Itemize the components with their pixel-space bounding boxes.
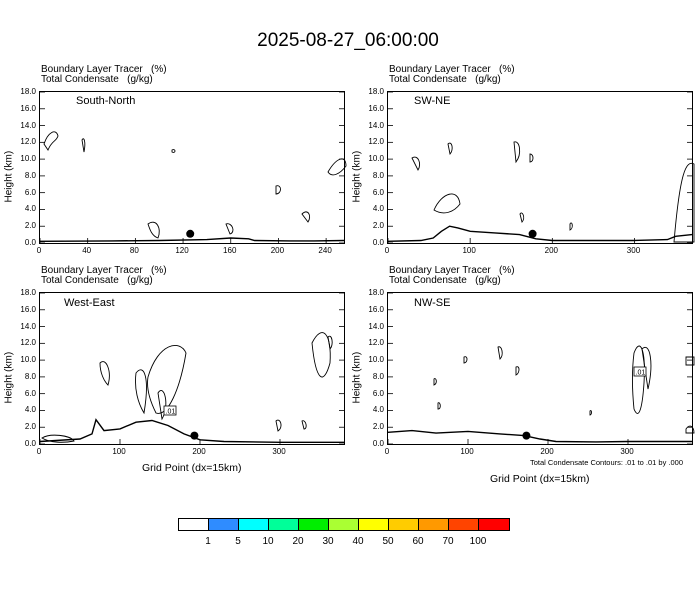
y-tick-label: 12.0 xyxy=(20,137,36,147)
terrain-line xyxy=(40,238,344,241)
y-tick-label: 14.0 xyxy=(20,120,36,130)
y-tick-label: 0.0 xyxy=(24,238,36,247)
panel-title-line2: Total Condensate (g/kg) xyxy=(41,275,153,286)
y-tick-label: 6.0 xyxy=(372,388,384,398)
condensate-contour xyxy=(82,139,85,152)
location-marker xyxy=(522,432,530,440)
y-tick-label: 8.0 xyxy=(372,371,384,381)
x-tick-label: 40 xyxy=(82,246,92,255)
x-tick-label: 200 xyxy=(192,447,206,456)
x-tick-label: 160 xyxy=(223,246,237,255)
condensate-contour xyxy=(514,142,520,162)
plot-svg xyxy=(388,293,694,446)
y-tick-label: 16.0 xyxy=(20,304,36,314)
condensate-contour xyxy=(438,403,440,409)
condensate-contour xyxy=(312,333,330,377)
x-tick-label: 0 xyxy=(384,246,390,255)
condensate-contour xyxy=(464,357,467,363)
plot-svg xyxy=(40,92,346,245)
color-bar-swatch xyxy=(269,519,299,530)
y-tick-label: 6.0 xyxy=(24,187,36,197)
y-tick-label: 12.0 xyxy=(20,338,36,348)
color-bar-label: 10 xyxy=(262,536,274,547)
condensate-contour xyxy=(172,150,175,153)
y-tick-label: 4.0 xyxy=(372,405,384,415)
y-tick-label: 0.0 xyxy=(372,439,384,448)
y-tick-label: 2.0 xyxy=(24,221,36,231)
condensate-contour xyxy=(412,157,420,170)
color-bar-swatch xyxy=(299,519,329,530)
y-tick-label: 2.0 xyxy=(24,422,36,432)
condensate-contour xyxy=(100,362,109,385)
x-tick-label: 120 xyxy=(175,246,189,255)
panel-title-line1: Boundary Layer Tracer (%) xyxy=(389,64,515,75)
location-marker xyxy=(186,230,194,238)
y-tick-label: 14.0 xyxy=(368,321,384,331)
y-tick-label: 18.0 xyxy=(20,87,36,96)
color-bar-swatch xyxy=(389,519,419,530)
terrain-line xyxy=(388,226,692,241)
color-bar-swatch xyxy=(239,519,269,530)
condensate-contour xyxy=(135,370,146,413)
condensate-contour xyxy=(530,154,533,162)
y-axis-label: Height (km) xyxy=(3,150,15,203)
plot-area xyxy=(39,91,345,244)
y-tick-label: 0.0 xyxy=(24,439,36,448)
condensate-contour xyxy=(590,411,592,415)
y-tick-label: 0.0 xyxy=(372,238,384,247)
condensate-contour xyxy=(686,357,694,365)
y-tick-label: 8.0 xyxy=(24,371,36,381)
y-tick-label: 14.0 xyxy=(368,120,384,130)
condensate-contour xyxy=(276,420,281,431)
color-bar-swatch xyxy=(359,519,389,530)
color-bar-label: 100 xyxy=(469,536,487,547)
y-tick-label: 2.0 xyxy=(372,422,384,432)
y-tick-label: 6.0 xyxy=(372,187,384,197)
y-axis-label: Height (km) xyxy=(351,150,363,203)
location-marker xyxy=(190,432,198,440)
condensate-contour xyxy=(520,213,524,222)
color-bar-label: 40 xyxy=(352,536,364,547)
y-tick-label: 16.0 xyxy=(368,103,384,113)
x-tick-label: 200 xyxy=(544,246,558,255)
x-tick-label: 0 xyxy=(36,447,42,456)
x-axis-label: Grid Point (dx=15km) xyxy=(490,473,590,485)
color-bar xyxy=(178,518,510,531)
panel-title-line1: Boundary Layer Tracer (%) xyxy=(389,265,515,276)
x-tick-label: 200 xyxy=(540,447,554,456)
color-bar-label: 50 xyxy=(382,536,394,547)
color-bar-swatch xyxy=(419,519,449,530)
x-axis-label: Grid Point (dx=15km) xyxy=(142,462,242,474)
y-tick-label: 4.0 xyxy=(24,204,36,214)
x-tick-label: 300 xyxy=(626,246,641,255)
x-tick-label: 100 xyxy=(112,447,126,456)
color-bar-label: 1 xyxy=(205,536,211,547)
panel-title-line1: Boundary Layer Tracer (%) xyxy=(41,265,167,276)
color-bar-swatch xyxy=(209,519,239,530)
y-tick-label: 8.0 xyxy=(24,170,36,180)
contour-info-note: Total Condensate Contours: .01 to .01 by .000 xyxy=(530,458,684,467)
location-marker xyxy=(529,230,537,238)
y-tick-label: 18.0 xyxy=(368,87,384,96)
color-bar-swatch xyxy=(449,519,479,530)
x-tick-label: 100 xyxy=(462,246,476,255)
condensate-contour xyxy=(302,212,310,222)
x-tick-label: 100 xyxy=(460,447,474,456)
condensate-contour xyxy=(44,132,58,150)
condensate-contour xyxy=(328,336,332,349)
cross-section-label: West-East xyxy=(64,297,115,309)
cross-section-label: SW-NE xyxy=(414,95,451,107)
x-tick-label: 0 xyxy=(36,246,42,255)
condensate-contour xyxy=(516,367,519,375)
condensate-contour xyxy=(434,194,460,213)
plot-svg xyxy=(388,92,694,245)
color-bar-label: 70 xyxy=(442,536,454,547)
y-axis-label: Height (km) xyxy=(351,351,363,404)
y-axis-label: Height (km) xyxy=(3,351,15,404)
color-bar-swatch xyxy=(329,519,359,530)
color-bar-label: 20 xyxy=(292,536,304,547)
y-tick-label: 10.0 xyxy=(20,154,36,164)
y-tick-label: 4.0 xyxy=(372,204,384,214)
x-tick-label: 80 xyxy=(129,246,139,255)
panel-title-line2: Total Condensate (g/kg) xyxy=(389,74,501,85)
y-tick-label: 2.0 xyxy=(372,221,384,231)
condensate-contour xyxy=(570,223,572,230)
y-tick-label: 18.0 xyxy=(20,288,36,297)
condensate-contour xyxy=(302,421,306,429)
panel-title-line1: Boundary Layer Tracer (%) xyxy=(41,64,167,75)
x-tick-label: 200 xyxy=(270,246,285,255)
x-tick-label: 300 xyxy=(620,447,634,456)
plot-area xyxy=(387,292,693,445)
condensate-contour xyxy=(434,379,436,385)
panel-title-line2: Total Condensate (g/kg) xyxy=(41,74,153,85)
condensate-contour xyxy=(498,347,502,359)
y-tick-label: 10.0 xyxy=(20,355,36,365)
color-bar-label: 5 xyxy=(235,536,241,547)
condensate-contour xyxy=(147,345,186,413)
plot-area xyxy=(387,91,693,244)
condensate-contour xyxy=(148,222,159,238)
panel-title-line2: Total Condensate (g/kg) xyxy=(389,275,501,286)
contour-label-text: .01 xyxy=(165,408,176,416)
x-tick-label: 0 xyxy=(384,447,390,456)
color-bar-label: 60 xyxy=(412,536,424,547)
x-tick-label: 300 xyxy=(272,447,286,456)
contour-label-text: .01 xyxy=(635,369,646,377)
condensate-contour xyxy=(448,143,452,154)
condensate-contour xyxy=(633,346,645,413)
cross-section-label: NW-SE xyxy=(414,297,451,309)
cross-section-label: South-North xyxy=(76,95,136,107)
y-tick-label: 8.0 xyxy=(372,170,384,180)
color-bar-swatch xyxy=(479,519,509,530)
y-tick-label: 16.0 xyxy=(20,103,36,113)
condensate-contour xyxy=(226,224,233,234)
terrain-line xyxy=(40,420,344,443)
y-tick-label: 16.0 xyxy=(368,304,384,314)
y-tick-label: 4.0 xyxy=(24,405,36,415)
y-tick-label: 18.0 xyxy=(368,288,384,297)
terrain-line xyxy=(388,431,692,442)
y-tick-label: 10.0 xyxy=(368,154,384,164)
plot-svg xyxy=(40,293,346,446)
figure-title: 2025-08-27_06:00:00 xyxy=(257,30,439,51)
condensate-contour xyxy=(276,186,281,194)
y-tick-label: 10.0 xyxy=(368,355,384,365)
color-bar-label: 30 xyxy=(322,536,334,547)
color-bar-swatch xyxy=(179,519,209,530)
y-tick-label: 6.0 xyxy=(24,388,36,398)
condensate-contour xyxy=(328,159,346,175)
plot-area xyxy=(39,292,345,445)
x-tick-label: 240 xyxy=(318,246,332,255)
y-tick-label: 12.0 xyxy=(368,338,384,348)
y-tick-label: 12.0 xyxy=(368,137,384,147)
y-tick-label: 14.0 xyxy=(20,321,36,331)
condensate-contour xyxy=(674,163,694,242)
